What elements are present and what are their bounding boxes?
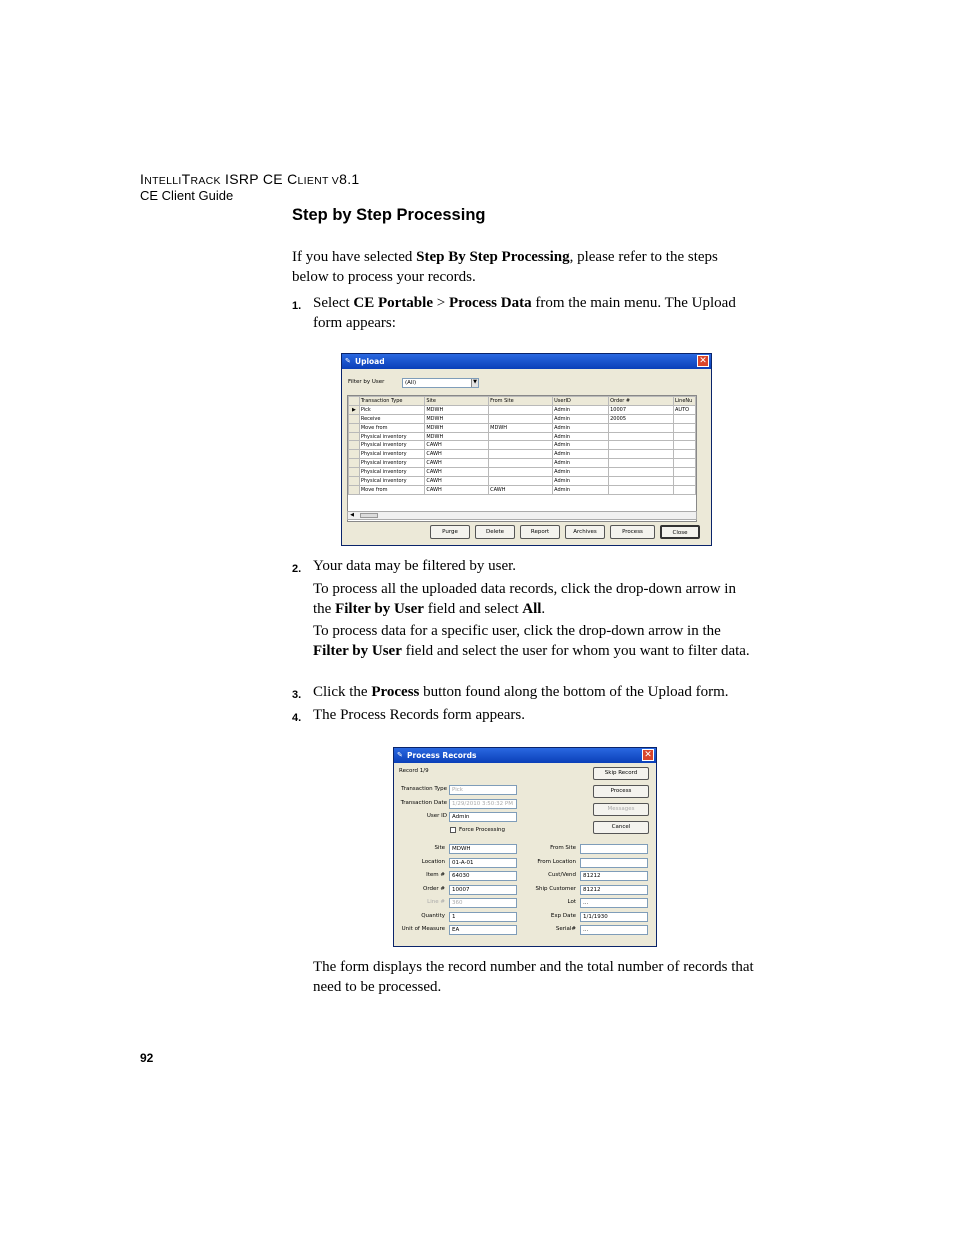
table-cell [425,494,489,502]
row-selector[interactable] [349,459,360,468]
table-cell [609,441,674,450]
table-row[interactable] [349,477,696,486]
force-processing-checkbox[interactable] [450,827,456,833]
from-location-label: From Location [537,859,576,865]
table-cell: Physical inventory [359,459,425,468]
table-cell: Admin [553,468,609,477]
user-id-field[interactable]: Admin [449,812,517,822]
cancel-button[interactable]: Cancel [593,821,649,834]
process-button[interactable]: Process [593,785,649,798]
cust-vend-label: Cust/Vend [548,872,576,878]
empty-row [349,494,696,502]
page-number: 92 [140,1051,154,1065]
chevron-left-icon[interactable]: ◀ [350,512,354,518]
upload-grid [347,395,697,522]
column-header[interactable]: Transaction Type [359,397,425,406]
running-header-guide: CE Client Guide [140,188,234,203]
table-cell: Admin [553,423,609,432]
step-number: 3. [292,689,302,701]
pencil-icon: ✎ [345,357,351,365]
filter-value: (All) [405,380,417,386]
table-cell [673,450,695,459]
table-cell: CAWH [489,485,553,494]
table-cell [673,503,695,511]
table-cell: Admin [553,459,609,468]
table-cell [489,477,553,486]
close-button[interactable]: Close [660,525,700,539]
filter-by-user-select[interactable] [402,378,479,388]
table-cell [425,503,489,511]
user-id-label: User ID [426,813,447,819]
table-row[interactable] [349,405,696,414]
table-cell [609,485,674,494]
transaction-type-field[interactable]: Pick [449,785,517,795]
report-button[interactable]: Report [520,525,560,539]
step-2-paragraph-specific: To process data for a specific user, click the drop-down arrow in the Filter by User field and select the user for whom you want to filter data. [313,623,750,659]
table-cell [489,459,553,468]
table-cell: Admin [553,477,609,486]
archives-button[interactable]: Archives [565,525,605,539]
filter-by-user-label: Filter by User [348,379,385,385]
table-cell: Admin [553,450,609,459]
table-cell [673,414,695,423]
transaction-type-label: Transaction Type [401,786,447,792]
step-2: 2. Your data may be filtered by user. [313,557,758,577]
process-records-titlebar [394,748,656,763]
table-cell [673,432,695,441]
item-field[interactable]: 64030 [449,871,517,881]
table-row[interactable] [349,450,696,459]
table-cell [553,503,609,511]
table-cell: Admin [553,414,609,423]
table-cell [609,432,674,441]
table-cell [359,494,425,502]
pencil-icon: ✎ [397,751,403,759]
transaction-date-field[interactable]: 1/29/2010 3:50:32 PM [449,799,517,809]
table-cell: CAWH [425,477,489,486]
step-4: 4. The Process Records form appears. [313,706,758,726]
table-cell: MDWH [425,405,489,414]
table-cell [489,494,553,502]
column-header[interactable]: UserID [553,397,609,406]
step-number: 1. [292,300,302,312]
process-records-window [393,747,657,947]
lot-label: Lot [567,899,576,905]
table-cell [673,459,695,468]
closing-paragraph: The form displays the record number and the total number of records that need to be processed. [313,959,754,995]
line-field[interactable]: 360 [449,898,517,908]
running-header-title: INTELLITRACK ISRP CE CLIENT V8.1 [140,171,360,187]
table-cell [673,485,695,494]
table-cell [489,414,553,423]
table-cell [553,494,609,502]
table-cell [609,503,674,511]
table-cell: Move from [359,485,425,494]
messages-button[interactable]: Messages [593,803,649,816]
table-row[interactable] [349,432,696,441]
table-cell: Admin [553,441,609,450]
exp-date-field[interactable]: 1/1/1930 [580,912,648,922]
lot-field[interactable]: ... [580,898,648,908]
row-selector[interactable] [349,485,360,494]
upload-table [348,396,696,511]
empty-row [349,503,696,511]
row-selector[interactable] [349,450,360,459]
table-row[interactable] [349,485,696,494]
row-selector[interactable] [349,477,360,486]
upload-title: Upload [355,357,385,366]
table-cell [673,468,695,477]
upload-window [341,353,712,546]
table-cell: Physical inventory [359,432,425,441]
unit-of-measure-label: Unit of Measure [401,926,445,932]
skip-record-button[interactable]: Skip Record [593,767,649,780]
table-cell [489,450,553,459]
table-cell: Physical inventory [359,450,425,459]
table-cell [489,503,553,511]
step-3: 3. Click the Process button found along the bottom of the Upload form. [313,683,758,703]
table-cell [359,503,425,511]
intro-paragraph: If you have selected Step By Step Processing, please refer to the steps below to process your records. [292,249,718,285]
table-cell [489,405,553,414]
table-cell [673,423,695,432]
column-header[interactable]: Site [425,397,489,406]
cust-vend-field[interactable]: 81212 [580,871,648,881]
table-cell: CAWH [425,459,489,468]
table-row[interactable] [349,459,696,468]
table-cell: Admin [553,432,609,441]
table-cell [609,468,674,477]
table-cell: Receive [359,414,425,423]
table-cell: Physical inventory [359,468,425,477]
row-selector[interactable] [349,441,360,450]
current-row-arrow-icon[interactable]: ▶ [349,405,360,414]
quantity-field[interactable]: 1 [449,912,517,922]
column-header[interactable]: Order # [609,397,674,406]
table-row[interactable] [349,468,696,477]
table-cell: 10007 [609,405,674,414]
ship-customer-field[interactable]: 81212 [580,885,648,895]
table-cell: CAWH [425,468,489,477]
close-icon[interactable]: ✕ [642,749,654,761]
order-field[interactable]: 10007 [449,885,517,895]
table-cell [609,494,674,502]
horizontal-scrollbar[interactable] [347,511,697,520]
force-processing-label: Force Processing [459,827,505,833]
quantity-label: Quantity [421,913,445,919]
column-header[interactable]: LineNu [673,397,695,406]
table-cell [349,503,360,511]
unit-of-measure-field[interactable]: EA [449,925,517,935]
close-icon[interactable]: ✕ [697,355,709,367]
row-selector-header [349,397,360,406]
table-cell: MDWH [489,423,553,432]
serial-field[interactable]: ... [580,925,648,935]
upload-titlebar [342,354,711,369]
line-label: Line # [427,899,445,905]
table-cell [489,468,553,477]
ship-customer-label: Ship Customer [535,886,576,892]
from-site-field[interactable] [580,844,648,854]
table-cell: Admin [553,405,609,414]
table-cell [673,477,695,486]
exp-date-label: Exp Date [550,913,576,919]
table-cell [609,477,674,486]
table-cell: Physical inventory [359,477,425,486]
row-selector[interactable] [349,468,360,477]
table-cell: CAWH [425,441,489,450]
table-cell: Move from [359,423,425,432]
order-label: Order # [423,886,445,892]
table-cell: CAWH [425,485,489,494]
table-cell: MDWH [425,414,489,423]
from-site-label: From Site [550,845,576,851]
table-cell: CAWH [425,450,489,459]
table-cell: Pick [359,405,425,414]
site-field[interactable]: MDWH [449,844,517,854]
step-number: 2. [292,563,302,575]
table-cell [609,459,674,468]
table-cell [609,450,674,459]
column-header[interactable]: From Site [489,397,553,406]
record-counter: Record 1/9 [399,768,429,774]
purge-button[interactable]: Purge [430,525,470,539]
serial-label: Serial# [555,926,576,932]
step-2-paragraph-all: To process all the uploaded data records, click the drop-down arrow in the Filter by User field and select All. [313,581,736,617]
transaction-date-label: Transaction Date [400,800,447,806]
item-label: Item # [426,872,445,878]
table-row[interactable] [349,414,696,423]
step-number: 4. [292,712,302,724]
row-selector[interactable] [349,423,360,432]
table-cell [349,494,360,502]
step-1: 1. Select CE Portable > Process Data from the main menu. The Upload form appears: [292,295,736,331]
table-cell [609,423,674,432]
row-selector[interactable] [349,432,360,441]
table-row[interactable] [349,441,696,450]
row-selector[interactable] [349,414,360,423]
site-label: Site [434,845,445,851]
process-button[interactable]: Process [610,525,655,539]
table-row[interactable] [349,423,696,432]
table-cell: Admin [553,485,609,494]
table-cell: MDWH [425,423,489,432]
table-cell [673,441,695,450]
location-label: Location [421,859,445,865]
table-cell [673,494,695,502]
delete-button[interactable]: Delete [475,525,515,539]
table-header-row [349,397,696,406]
table-cell: Physical inventory [359,441,425,450]
scroll-thumb[interactable] [360,513,378,518]
from-location-field[interactable] [580,858,648,868]
location-field[interactable]: 01-A-01 [449,858,517,868]
table-cell: MDWH [425,432,489,441]
chevron-down-icon[interactable]: ▼ [471,379,478,387]
section-title: Step by Step Processing [292,206,486,224]
table-cell [489,441,553,450]
table-cell: AUTO [673,405,695,414]
table-cell: 20005 [609,414,674,423]
table-cell [489,432,553,441]
process-records-title: Process Records [407,751,477,760]
